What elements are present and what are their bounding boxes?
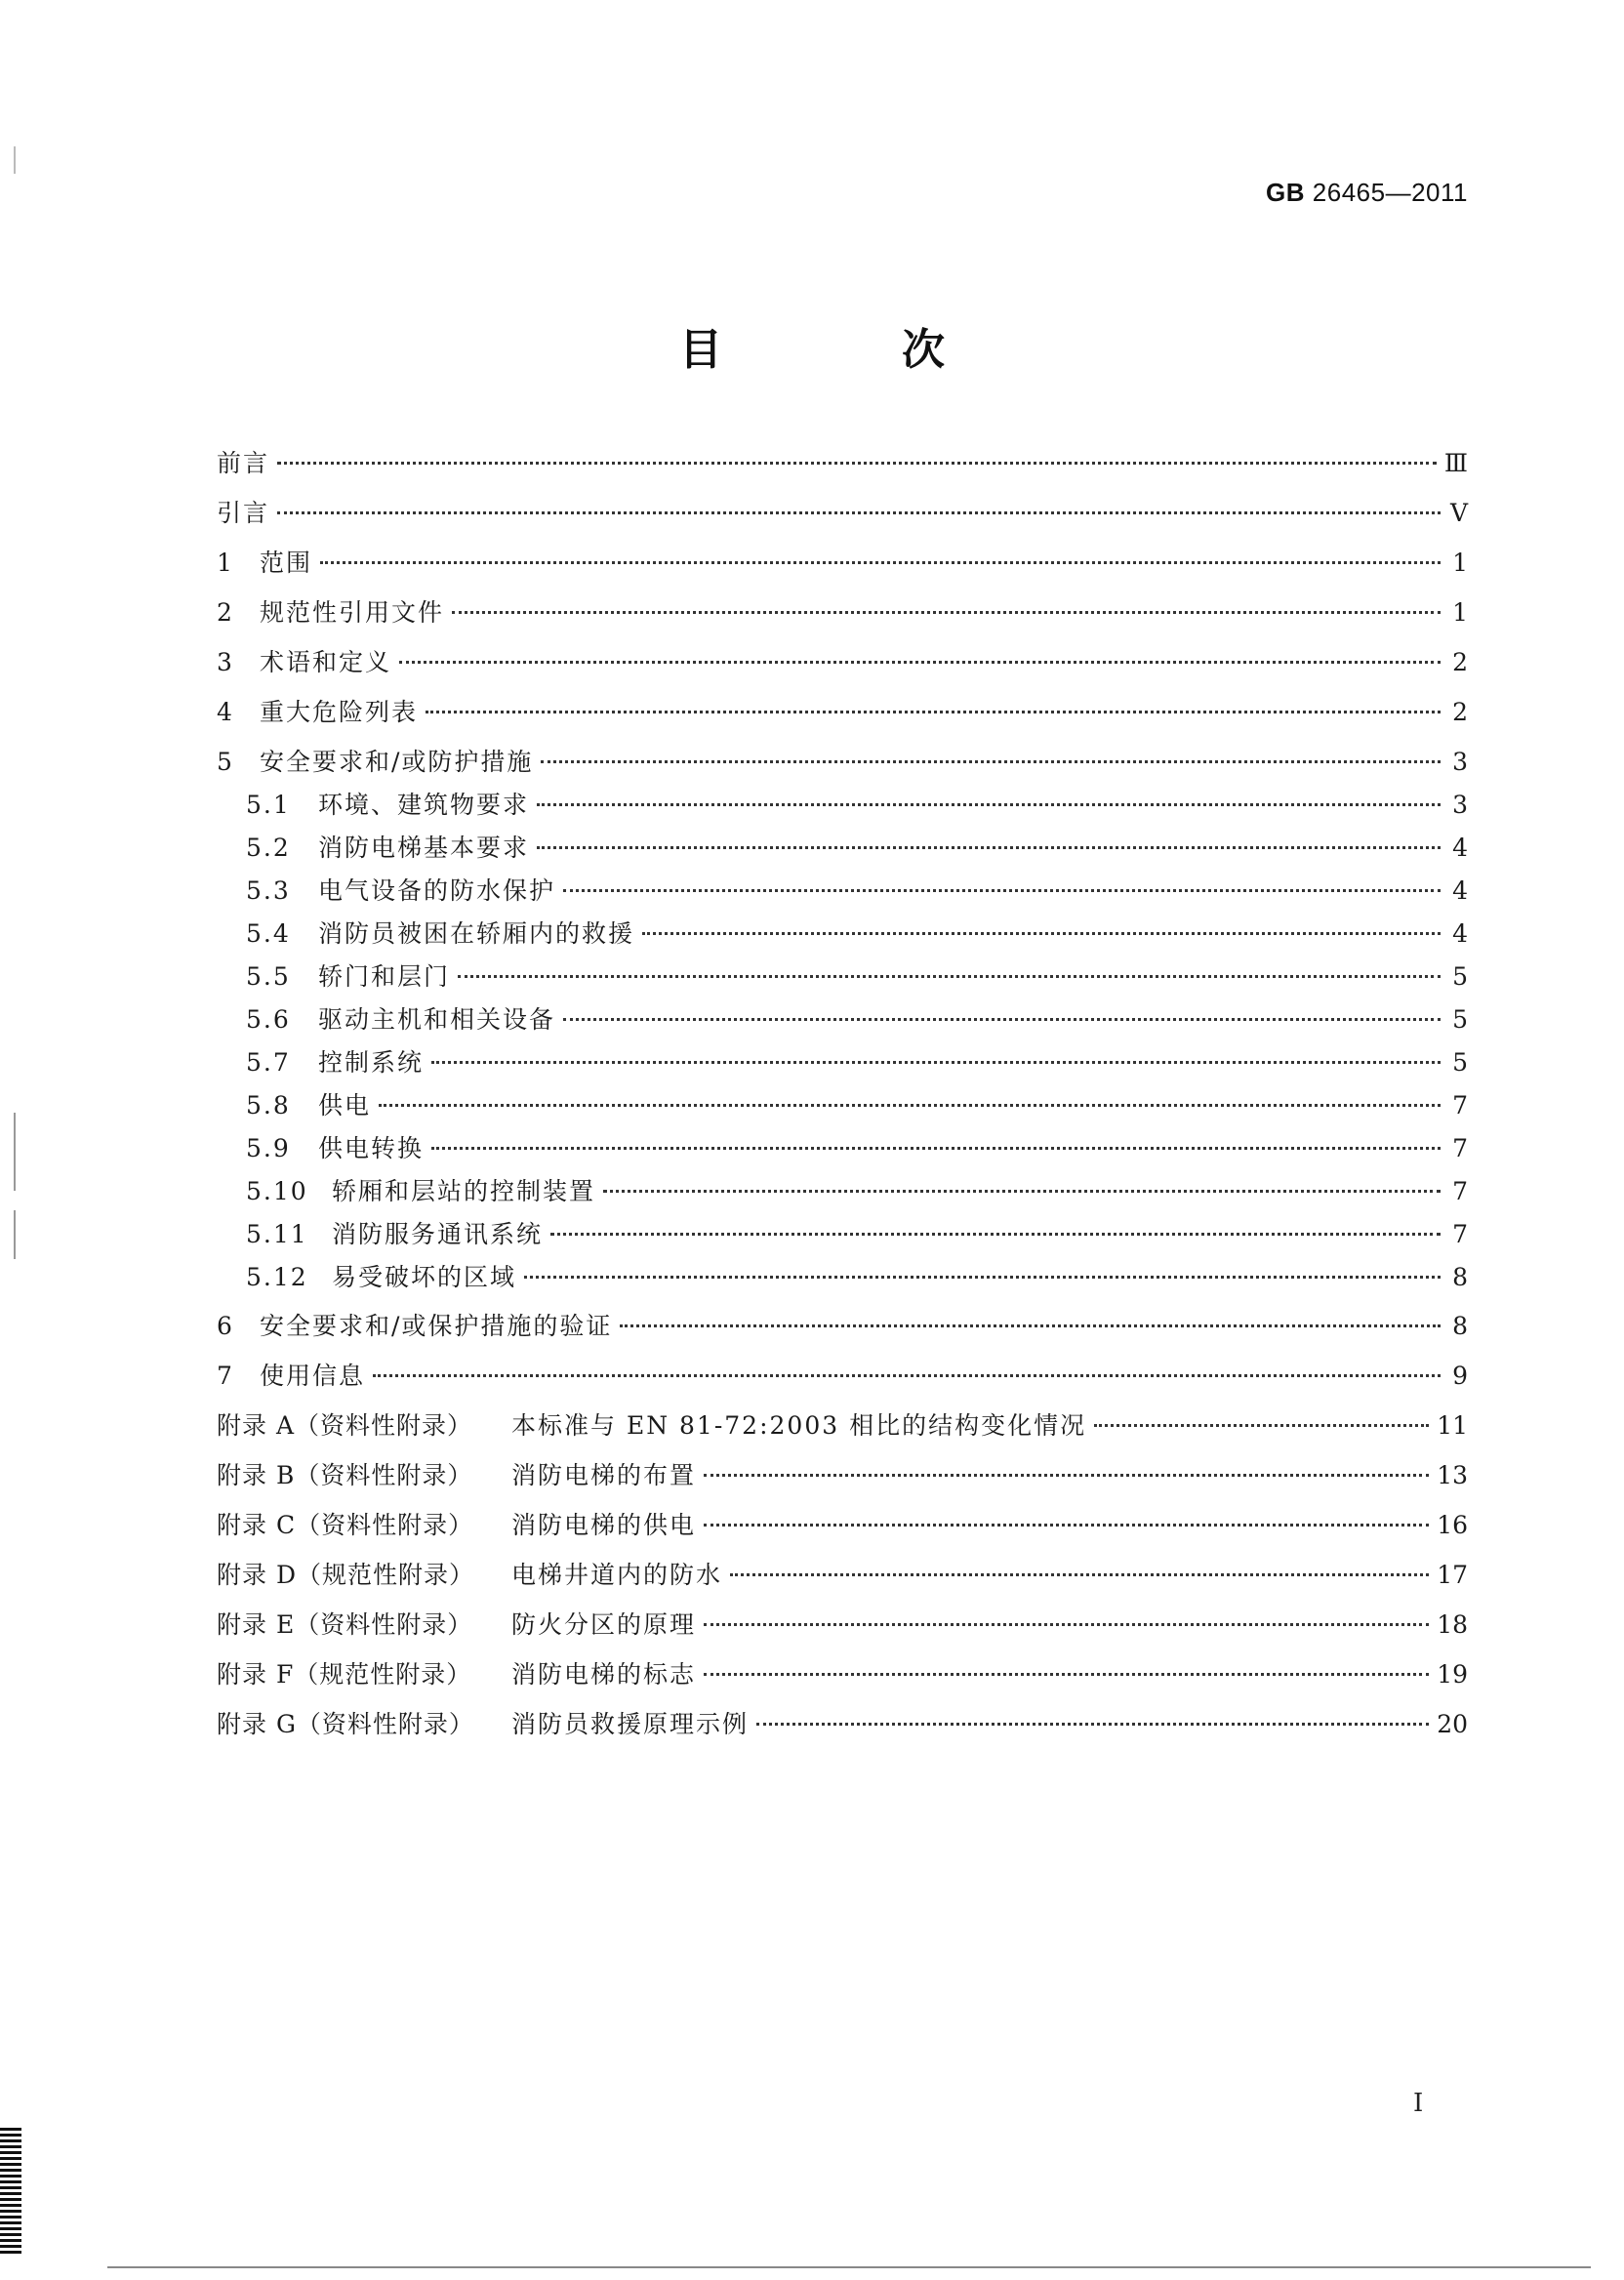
toc-entry-number: 5.2 bbox=[246, 834, 291, 862]
toc-entry-label: 轿厢和层站的控制装置 bbox=[332, 1177, 596, 1205]
toc-annex-g[interactable] bbox=[217, 1710, 1468, 1760]
toc-entry-page: 2 bbox=[1452, 698, 1468, 726]
toc-entry-number: 5.10 bbox=[246, 1177, 308, 1205]
annex-prefix: 附录 B（资料性附录） bbox=[217, 1461, 473, 1489]
annex-title: 消防电梯的标志 bbox=[511, 1660, 697, 1689]
toc-entry-label: 前言 bbox=[217, 449, 270, 477]
toc-entry-page: 7 bbox=[1452, 1177, 1468, 1205]
toc-leader-dots bbox=[704, 1474, 1429, 1477]
annex-prefix: 附录 D（规范性附录） bbox=[217, 1561, 474, 1589]
toc-entry-label: 供电 bbox=[318, 1091, 372, 1120]
page-number: Ⅰ bbox=[1413, 2089, 1424, 2118]
toc-leader-dots bbox=[550, 1233, 1441, 1236]
toc-leader-dots bbox=[563, 889, 1441, 892]
toc-entry-label: 引言 bbox=[217, 499, 270, 527]
scan-artifact-mark bbox=[14, 1210, 16, 1259]
toc-entry-page: 13 bbox=[1437, 1461, 1468, 1489]
toc-leader-dots bbox=[458, 975, 1441, 978]
toc-entry-page: 5 bbox=[1452, 1005, 1468, 1034]
toc-entry-number: 5.6 bbox=[246, 1005, 291, 1034]
toc-entry-number: 5 bbox=[217, 748, 234, 776]
table-of-contents bbox=[217, 449, 1468, 1760]
toc-entry-page: 2 bbox=[1452, 648, 1468, 676]
toc-entry-number: 7 bbox=[217, 1362, 234, 1390]
scan-edge-line bbox=[107, 2266, 1591, 2268]
toc-entry-label: 消防员被困在轿厢内的救援 bbox=[318, 919, 635, 948]
toc-entry-number: 5.4 bbox=[246, 919, 291, 948]
toc-leader-dots bbox=[277, 462, 1437, 465]
toc-annex-f[interactable] bbox=[217, 1660, 1468, 1710]
toc-entry-label: 术语和定义 bbox=[260, 648, 392, 676]
annex-title: 防火分区的原理 bbox=[511, 1610, 697, 1639]
toc-entry-label: 规范性引用文件 bbox=[260, 598, 445, 627]
toc-entry-number: 5.1 bbox=[246, 791, 291, 819]
toc-leader-dots bbox=[537, 846, 1441, 849]
toc-entry-page: 7 bbox=[1452, 1134, 1468, 1162]
standard-prefix: GB bbox=[1266, 178, 1306, 207]
toc-entry-page: 20 bbox=[1437, 1710, 1468, 1738]
toc-entry-page: 4 bbox=[1452, 834, 1468, 862]
toc-entry-5-3[interactable] bbox=[217, 876, 1468, 919]
toc-entry-5-1[interactable] bbox=[217, 791, 1468, 834]
toc-entry-label: 控制系统 bbox=[318, 1048, 425, 1077]
toc-entry-label: 安全要求和/或防护措施 bbox=[260, 748, 534, 776]
toc-entry-number: 5.5 bbox=[246, 962, 291, 991]
toc-leader-dots bbox=[524, 1276, 1441, 1279]
toc-annex-c[interactable] bbox=[217, 1511, 1468, 1561]
toc-entry-number: 2 bbox=[217, 598, 234, 627]
toc-entry-introduction[interactable] bbox=[217, 499, 1468, 549]
toc-entry-number: 5.8 bbox=[246, 1091, 291, 1120]
annex-title: 电梯井道内的防水 bbox=[511, 1561, 723, 1589]
toc-leader-dots bbox=[431, 1061, 1441, 1064]
toc-entry-label: 重大危险列表 bbox=[260, 698, 419, 726]
toc-entry-label: 消防服务通讯系统 bbox=[332, 1220, 544, 1248]
toc-entry-page: 1 bbox=[1452, 598, 1468, 627]
toc-entry-page: 8 bbox=[1452, 1312, 1468, 1340]
page-title: 目 次 bbox=[679, 325, 1013, 375]
toc-entry-label: 安全要求和/或保护措施的验证 bbox=[260, 1312, 613, 1340]
toc-leader-dots bbox=[1094, 1424, 1429, 1427]
toc-leader-dots bbox=[756, 1723, 1429, 1726]
toc-entry-5-5[interactable] bbox=[217, 962, 1468, 1005]
toc-leader-dots bbox=[563, 1018, 1441, 1021]
toc-leader-dots bbox=[537, 803, 1441, 806]
toc-leader-dots bbox=[620, 1324, 1441, 1327]
toc-entry-6[interactable] bbox=[217, 1312, 1468, 1362]
scan-artifact-mark bbox=[14, 1113, 16, 1191]
toc-entry-page: 4 bbox=[1452, 919, 1468, 948]
toc-leader-dots bbox=[399, 661, 1441, 664]
toc-entry-5-9[interactable] bbox=[217, 1134, 1468, 1177]
toc-entry-5-11[interactable] bbox=[217, 1220, 1468, 1263]
toc-leader-dots bbox=[642, 932, 1441, 935]
toc-leader-dots bbox=[730, 1573, 1429, 1576]
toc-leader-dots bbox=[320, 561, 1441, 564]
toc-entry-page: 1 bbox=[1452, 549, 1468, 577]
toc-entry-5-6[interactable] bbox=[217, 1005, 1468, 1048]
toc-entry-2[interactable] bbox=[217, 598, 1468, 648]
toc-entry-page: 18 bbox=[1437, 1610, 1468, 1639]
annex-prefix: 附录 C（资料性附录） bbox=[217, 1511, 474, 1539]
toc-annex-b[interactable] bbox=[217, 1461, 1468, 1511]
toc-entry-page: 11 bbox=[1437, 1411, 1468, 1440]
toc-entry-page: 8 bbox=[1452, 1263, 1468, 1291]
toc-annex-a[interactable] bbox=[217, 1411, 1468, 1461]
toc-leader-dots bbox=[426, 711, 1441, 713]
annex-prefix: 附录 F（规范性附录） bbox=[217, 1660, 472, 1689]
toc-entry-number: 4 bbox=[217, 698, 234, 726]
toc-leader-dots bbox=[373, 1374, 1441, 1377]
toc-entry-number: 3 bbox=[217, 648, 234, 676]
toc-entry-5-4[interactable] bbox=[217, 919, 1468, 962]
toc-leader-dots bbox=[704, 1673, 1429, 1676]
toc-entry-number: 5.12 bbox=[246, 1263, 308, 1291]
toc-leader-dots bbox=[452, 611, 1441, 614]
toc-annex-d[interactable] bbox=[217, 1561, 1468, 1610]
standard-code bbox=[1266, 178, 1468, 208]
toc-entry-3[interactable] bbox=[217, 648, 1468, 698]
toc-entry-page: Ⅲ bbox=[1443, 449, 1468, 477]
toc-entry-page: 7 bbox=[1452, 1091, 1468, 1120]
toc-entry-number: 5.11 bbox=[246, 1220, 308, 1248]
toc-leader-dots bbox=[431, 1147, 1441, 1150]
toc-entry-page: 19 bbox=[1437, 1660, 1468, 1689]
annex-prefix: 附录 G（资料性附录） bbox=[217, 1710, 474, 1738]
toc-entry-page: 5 bbox=[1452, 962, 1468, 991]
toc-entry-5[interactable] bbox=[217, 748, 1468, 791]
toc-leader-dots bbox=[277, 511, 1441, 514]
toc-entry-page: 16 bbox=[1437, 1511, 1468, 1539]
annex-prefix: 附录 E（资料性附录） bbox=[217, 1610, 473, 1639]
toc-leader-dots bbox=[379, 1104, 1441, 1107]
toc-entry-5-2[interactable] bbox=[217, 834, 1468, 876]
toc-entry-1[interactable] bbox=[217, 549, 1468, 598]
toc-leader-dots bbox=[704, 1524, 1429, 1527]
toc-entry-number: 6 bbox=[217, 1312, 234, 1340]
toc-entry-label: 供电转换 bbox=[318, 1134, 425, 1162]
annex-title: 消防员救援原理示例 bbox=[511, 1710, 750, 1738]
toc-entry-number: 5.7 bbox=[246, 1048, 291, 1077]
toc-entry-label: 易受破坏的区域 bbox=[332, 1263, 517, 1291]
annex-title: 消防电梯的布置 bbox=[511, 1461, 697, 1489]
toc-entry-number: 5.9 bbox=[246, 1134, 291, 1162]
toc-entry-label: 范围 bbox=[260, 549, 313, 577]
toc-annex-e[interactable] bbox=[217, 1610, 1468, 1660]
annex-title: 消防电梯的供电 bbox=[511, 1511, 697, 1539]
toc-entry-label: 消防电梯基本要求 bbox=[318, 834, 530, 862]
toc-entry-page: 9 bbox=[1452, 1362, 1468, 1390]
annex-title: 本标准与 EN 81-72:2003 相比的结构变化情况 bbox=[511, 1411, 1087, 1440]
toc-leader-dots bbox=[603, 1190, 1441, 1193]
toc-entry-5-8[interactable] bbox=[217, 1091, 1468, 1134]
toc-entry-5-12[interactable] bbox=[217, 1263, 1468, 1312]
toc-entry-page: 7 bbox=[1452, 1220, 1468, 1248]
toc-entry-label: 驱动主机和相关设备 bbox=[318, 1005, 556, 1034]
annex-prefix: 附录 A（资料性附录） bbox=[217, 1411, 473, 1440]
toc-entry-page: Ⅴ bbox=[1449, 499, 1468, 527]
toc-entry-label: 电气设备的防水保护 bbox=[318, 876, 556, 905]
toc-entry-page: 5 bbox=[1452, 1048, 1468, 1077]
toc-entry-4[interactable] bbox=[217, 698, 1468, 748]
toc-entry-label: 环境、建筑物要求 bbox=[318, 791, 530, 819]
toc-entry-5-10[interactable] bbox=[217, 1177, 1468, 1220]
toc-entry-number: 5.3 bbox=[246, 876, 291, 905]
toc-entry-page: 3 bbox=[1452, 748, 1468, 776]
standard-number: 26465—2011 bbox=[1312, 178, 1468, 207]
toc-entry-label: 使用信息 bbox=[260, 1362, 366, 1390]
toc-entry-number: 1 bbox=[217, 549, 234, 577]
toc-entry-7[interactable] bbox=[217, 1362, 1468, 1411]
scan-artifact-mark bbox=[14, 146, 16, 174]
toc-entry-foreword[interactable] bbox=[217, 449, 1468, 499]
toc-entry-label: 轿门和层门 bbox=[318, 962, 451, 991]
toc-entry-page: 17 bbox=[1437, 1561, 1468, 1589]
barcode-edge bbox=[0, 2128, 21, 2255]
toc-leader-dots bbox=[704, 1623, 1429, 1626]
toc-leader-dots bbox=[541, 760, 1441, 763]
toc-entry-page: 3 bbox=[1452, 791, 1468, 819]
toc-entry-5-7[interactable] bbox=[217, 1048, 1468, 1091]
toc-entry-page: 4 bbox=[1452, 876, 1468, 905]
